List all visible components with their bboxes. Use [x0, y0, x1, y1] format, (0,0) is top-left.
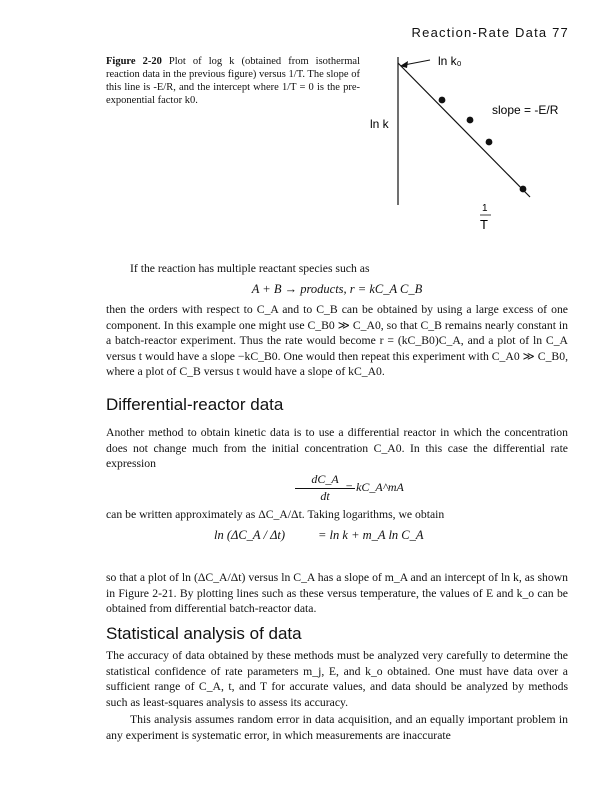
- paragraph-3: Another method to obtain kinetic data is to use a differential reactor in which the concentration does not change much from the initial concentration C_A0. In this case the differential rate expression: [106, 426, 568, 471]
- data-point: [486, 139, 493, 146]
- figure-caption: [106, 55, 360, 107]
- paragraph-4: can be written approximately as ΔC_A/Δt. Taking logarithms, we obtain: [106, 508, 445, 521]
- intercept-label: ln k₀: [438, 54, 462, 68]
- equation-1: A + B → products, r = kC_A C_B: [251, 282, 423, 296]
- slope-label: slope = -E/R: [492, 103, 559, 117]
- y-axis-label: ln k: [370, 117, 389, 131]
- equation-2-rhs: = kC_A^mA: [345, 480, 404, 494]
- figure-caption-text: Plot of log k (obtained from isothermal reaction data in the previous figure) versus 1/T. The slope of this line is -E/R, and the intercept where 1/T = 0 is the pre-exponential factor k0.: [106, 56, 360, 106]
- paragraph-7: This analysis assumes random error in data acquisition, and an equally important problem in any experiment is systematic error, in which measurements are inaccurate: [106, 713, 568, 742]
- section-heading-differential: Differential-reactor data: [106, 395, 284, 414]
- figure-label: Figure 2-20: [106, 56, 162, 67]
- fit-line: [398, 63, 530, 197]
- running-head: Reaction-Rate Data 77: [411, 25, 569, 40]
- arrhenius-plot: [360, 45, 560, 235]
- equation-3-lhs: ln (ΔC_A / Δt): [214, 528, 286, 542]
- intercept-arrow: [404, 60, 430, 65]
- data-point: [439, 97, 446, 104]
- paragraph-6: The accuracy of data obtained by these methods must be analyzed very carefully to determine the statistical confidence of rate parameters m_j, E, and k_o obtained. One must have data over a sufficient range of C_A, t, and T for accurate values, and data should be analyzed by methods such as least-squares analysis to assess its accuracy.: [106, 649, 568, 709]
- x-axis-label-denominator: T: [480, 217, 488, 232]
- data-point: [520, 186, 527, 193]
- paragraph-1: If the reaction has multiple reactant species such as: [130, 262, 370, 275]
- equation-2-denominator: dt: [320, 489, 330, 503]
- x-axis-label-numerator: 1: [482, 203, 488, 214]
- section-heading-statistical: Statistical analysis of data: [106, 624, 302, 643]
- paragraph-5: so that a plot of ln (ΔC_A/Δt) versus ln C_A has a slope of m_A and an intercept of ln k, as shown in Figure 2-21. By plotting lines such as these versus temperature, the values of E and k_o can be obtained from differential batch-reactor data.: [106, 571, 568, 616]
- data-point: [467, 117, 474, 124]
- paragraph-2: then the orders with respect to C_A and to C_B can be obtained by using a large excess of one component. In this example one might use C_B0 ≫ C_A0, so that C_B remains nearly constant in a batch-reactor experiment. Thus the rate would become r = (kC_B0)C_A, and a plot of ln C_A versus t would have a slope −kC_B0. One would then repeat this experiment with C_A0 ≫ C_B0, where a plot of C_B versus t would have a slope of kC_A0.: [106, 303, 568, 379]
- equation-3-rhs: = ln k + m_A ln C_A: [318, 528, 424, 542]
- equation-2-numerator: dC_A: [295, 472, 355, 489]
